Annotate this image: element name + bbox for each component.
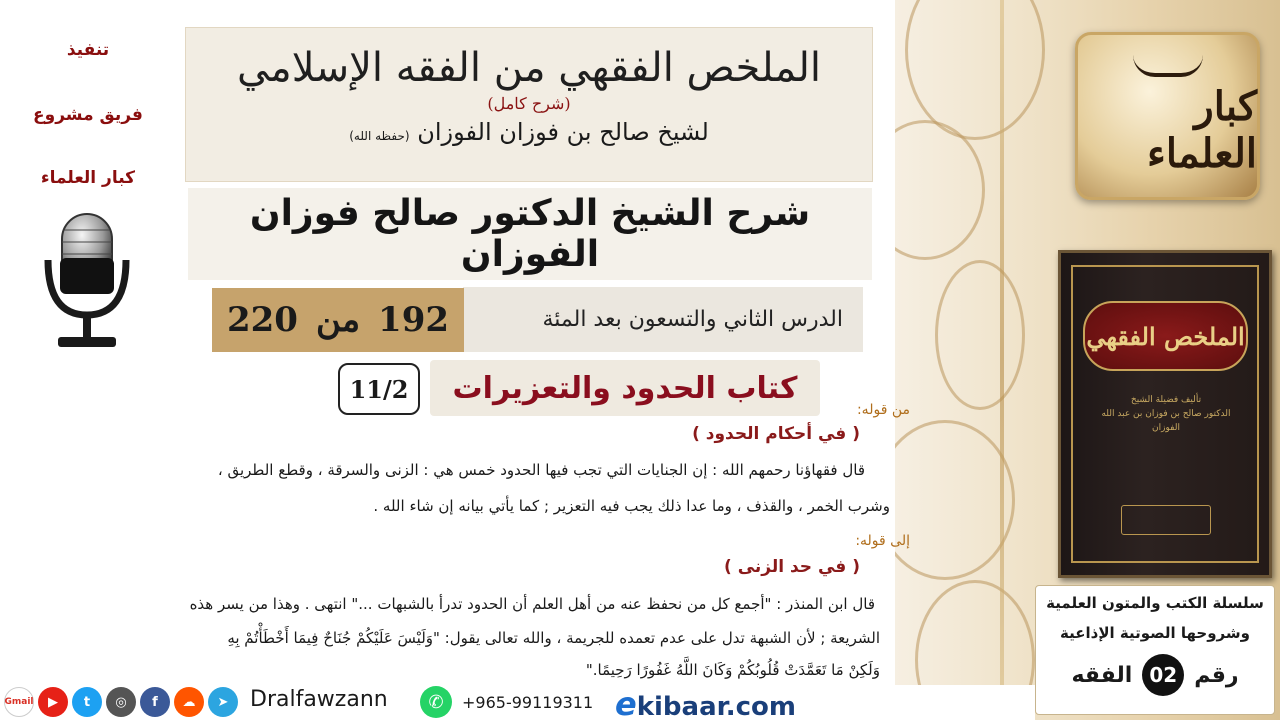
subtitle: (شرح كامل) <box>487 94 571 113</box>
microphone-icon <box>40 210 135 360</box>
paragraph-1-line-2: وشرب الخمر ، والقذف ، وما عدا ذلك يجب فيه التعزير ; كما يأتي بيانه إن شاء الله . <box>373 497 890 515</box>
page-title: الملخص الفقهي من الفقه الإسلامي <box>236 45 822 91</box>
series-line-2: وشروحها الصوتية الإذاعية <box>1060 624 1250 642</box>
series-subject: الفقه <box>1071 662 1133 688</box>
part-badge: 11/2 <box>338 363 420 415</box>
book-small-text-2: الدكتور صالح بن فوزان بن عبد الله الفوزان <box>1101 409 1231 433</box>
instagram-icon[interactable]: ◎ <box>106 687 136 717</box>
logo-text: كبار العلماء <box>1147 83 1257 177</box>
open-book-icon <box>1133 55 1203 77</box>
credit-line-1: تنفيذ <box>66 40 110 60</box>
book-small-text-1: تأليف فضيلة الشيخ <box>1130 395 1202 405</box>
series-number: 02 <box>1142 654 1184 696</box>
series-info-box <box>1035 585 1275 715</box>
site-domain: kibaar.com <box>636 692 796 720</box>
paragraph-2-line-2: الشريعة ; لأن الشبهة تدل على عدم تعمده للجريمة ، والله تعالى يقول: "وَلَيْسَ عَلَيْكُمْ جُنَاحٌ فِيمَا أَخْطَأْتُمْ بِهِ <box>227 629 880 647</box>
paragraph-2-line-3: وَلَكِنْ مَا تَعَمَّدَتْ قُلُوبُكُمْ وَكَانَ اللَّهُ غَفُورًا رَحِيمًا." <box>585 661 880 679</box>
social-handle[interactable]: Dralfawzann <box>250 687 388 712</box>
footer-bar <box>0 685 1035 720</box>
lesson-current: 192 <box>378 300 450 340</box>
kibar-ulama-logo <box>1075 32 1260 200</box>
lesson-name: الدرس الثاني والتسعون بعد المئة <box>463 287 863 352</box>
from-label: من قوله: <box>856 402 910 418</box>
book-title: الملخص الفقهي <box>1083 301 1248 371</box>
chapter-title: كتاب الحدود والتعزيرات <box>430 360 820 416</box>
lesson-counter <box>212 288 464 352</box>
whatsapp-icon[interactable]: ✆ <box>420 686 452 718</box>
section-heading-1: ( في أحكام الحدود ) <box>692 424 860 444</box>
paragraph-2-line-1: قال ابن المنذر : "أجمع كل من نحفظ عنه من أهل العلم أن الحدود تدرأ بالشبهات ..." انتهى . وهذا من يسر هذه <box>189 595 875 613</box>
youtube-icon[interactable]: ▶ <box>38 687 68 717</box>
lesson-separator: من <box>315 300 361 340</box>
soundcloud-icon[interactable]: ☁ <box>174 687 204 717</box>
author-name: لشيخ صالح بن فوزان الفوزان <box>417 118 709 146</box>
explanation-heading: شرح الشيخ الدكتور صالح فوزان الفوزان <box>188 188 872 280</box>
book-cover <box>1058 250 1272 578</box>
series-line-1: سلسلة الكتب والمتون العلمية <box>1046 594 1264 612</box>
publisher-emblem <box>1121 505 1211 535</box>
website-link[interactable] <box>615 685 796 720</box>
credit-line-3: كبار العلماء <box>40 168 136 188</box>
author-line <box>186 118 872 146</box>
to-label: إلى قوله: <box>855 533 910 549</box>
paragraph-1-line-1: قال فقهاؤنا رحمهم الله : إن الجنايات التي تجب فيها الحدود خمس هي : الزنى والسرقة ، وقطع الطريق ، <box>217 461 865 479</box>
telegram-icon[interactable]: ➤ <box>208 687 238 717</box>
author-honorific: (حفظه الله) <box>349 129 410 143</box>
facebook-icon[interactable]: f <box>140 687 170 717</box>
section-heading-2: ( في حد الزنى ) <box>724 557 860 577</box>
gmail-icon[interactable]: Gmail <box>4 687 34 717</box>
site-logo-letter: e <box>615 685 637 720</box>
title-panel <box>185 27 873 182</box>
credit-line-2: فريق مشروع <box>33 105 143 125</box>
series-number-label: رقم <box>1194 662 1239 688</box>
phone-number[interactable]: +965-99119311 <box>462 693 594 712</box>
twitter-icon[interactable]: t <box>72 687 102 717</box>
lesson-total: 220 <box>226 300 298 340</box>
